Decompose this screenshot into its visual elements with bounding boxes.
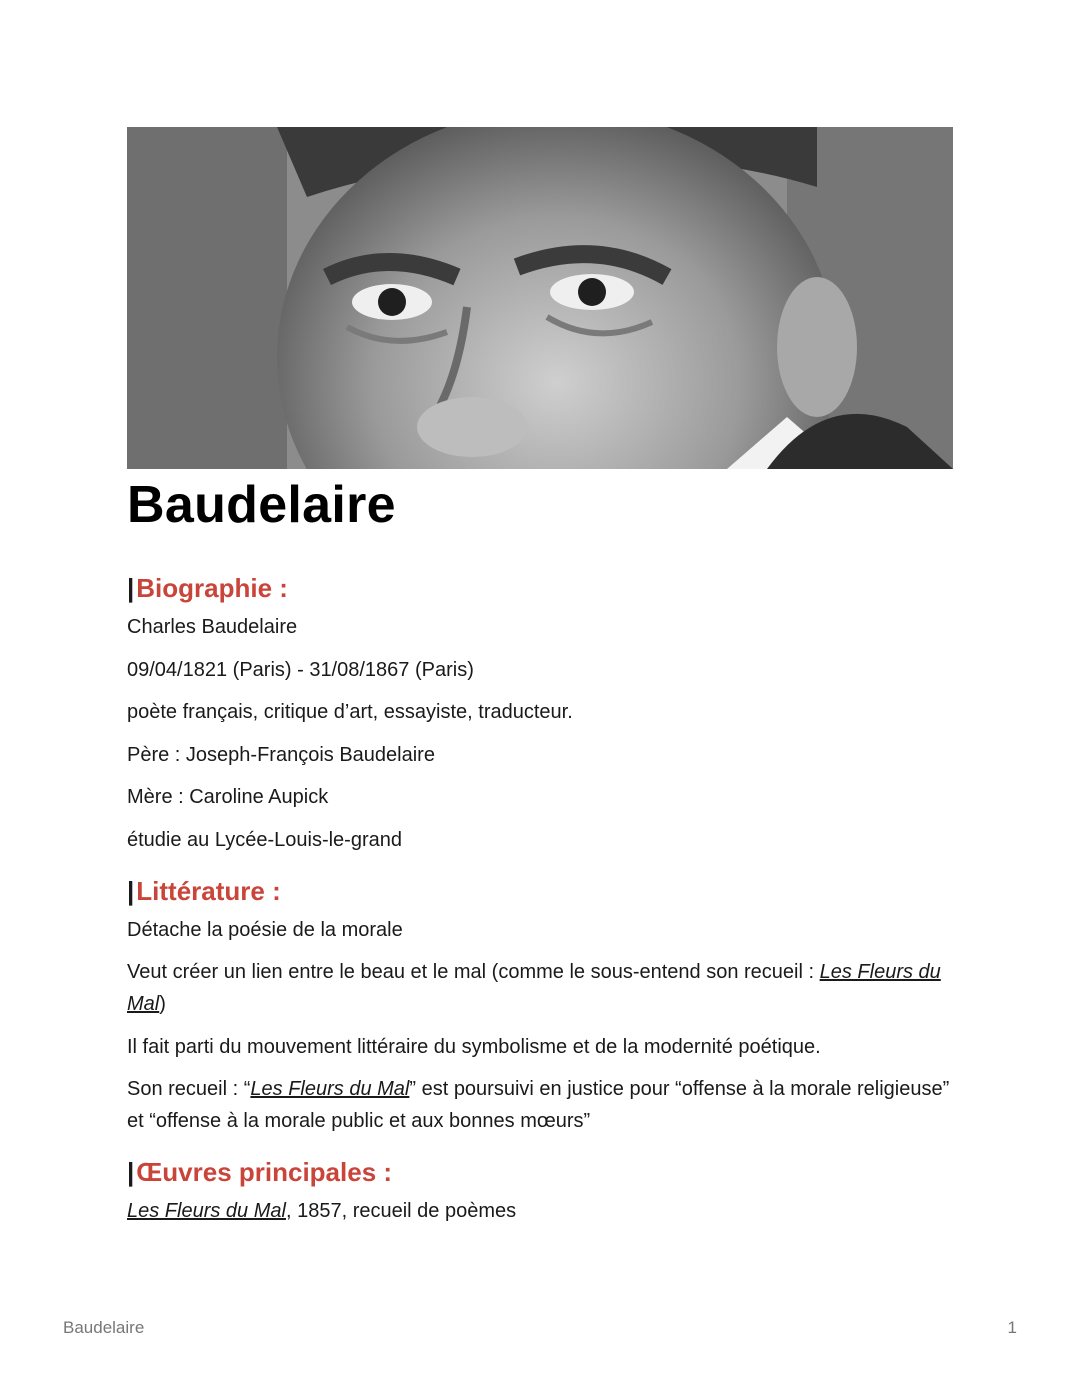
document-title: Baudelaire: [127, 476, 396, 534]
heading-text: Littérature :: [136, 875, 281, 906]
book-title-link[interactable]: Les Fleurs du Mal: [127, 1200, 286, 1222]
bio-line-mother: Mère : Caroline Aupick: [127, 786, 329, 808]
section-biographie: [127, 571, 953, 856]
heading-marker-icon: |: [127, 573, 135, 603]
bio-line-school: étudie au Lycée-Louis-le-grand: [127, 828, 402, 851]
lit-line-1: Détache la poésie de la morale: [127, 918, 403, 941]
footer-page-number: 1: [1007, 1318, 1017, 1337]
section-litterature: [127, 874, 953, 1138]
book-title-link[interactable]: Les Fleurs du Mal: [127, 961, 941, 1015]
heading-text: Biographie :: [136, 573, 288, 603]
section-oeuvres: [127, 1155, 953, 1227]
lit-line-4-rest: ” est poursuivi en justice pour “offense à la morale religieuse” et “offense à la morale public et aux bonnes mœurs”: [127, 1078, 950, 1132]
lit-line-3: Il fait parti du mouvement littéraire du symbolisme et de la modernité poétique.: [127, 1035, 821, 1058]
section-heading-litterature: [127, 874, 953, 908]
book-title-link[interactable]: Les Fleurs du Mal: [250, 1078, 410, 1100]
section-heading-biographie: [127, 571, 953, 605]
portrait-illustration: [127, 127, 953, 469]
portrait-photo: [127, 127, 953, 469]
bio-line-father: Père : Joseph-François Baudelaire: [127, 743, 435, 766]
lit-line-4-start: Son recueil : “: [127, 1078, 251, 1100]
heading-marker-icon: |: [127, 1157, 135, 1187]
bio-line-dates: 09/04/1821 (Paris) - 31/08/1867 (Paris): [127, 658, 474, 681]
document-page: [127, 127, 953, 1238]
work-line-1-rest: , 1857, recueil de poèmes: [285, 1200, 517, 1222]
work-line-1: [127, 1195, 953, 1227]
bio-line-roles: poète français, critique d’art, essayiste, traducteur.: [127, 701, 573, 723]
section-heading-oeuvres: [127, 1155, 953, 1189]
heading-marker-icon: |: [127, 875, 135, 906]
lit-line-2-end: ): [159, 993, 166, 1015]
lit-line-2: [127, 956, 953, 1020]
lit-line-4: [127, 1073, 953, 1137]
lit-line-2-text: Veut créer un lien entre le beau et le mal (comme le sous-entend son recueil :: [127, 961, 820, 983]
heading-text: Œuvres principales :: [136, 1157, 393, 1187]
footer-document-name: Baudelaire: [63, 1318, 145, 1337]
bio-line-name: Charles Baudelaire: [127, 616, 298, 638]
